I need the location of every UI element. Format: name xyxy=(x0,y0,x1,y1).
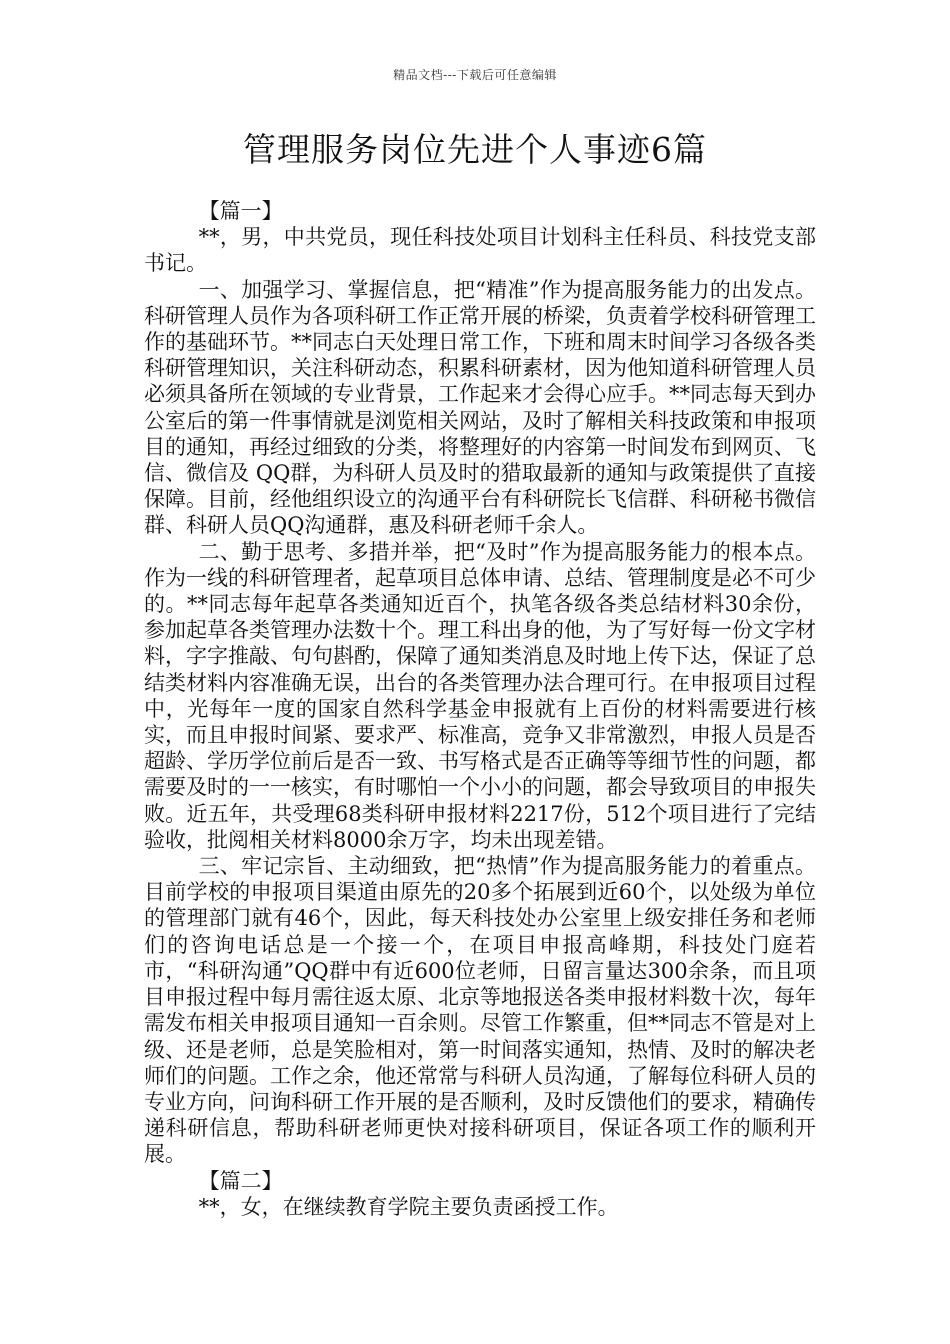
header-note: 精品文档---下载后可任意编辑 xyxy=(393,68,557,82)
document-title: 管理服务岗位先进个人事迹6篇 xyxy=(243,130,707,169)
paragraph: 二、勤于思考、多措并举，把“及时”作为提高服务能力的根本点。作为一线的科研管理者，起草项目总体申请、总结、管理制度是必不可少的。**同志每年起草各类通知近百个，执笔各级各类总结材料30余份，参加起草各类管理办法数十个。理工科出身的他，为了写好每一份文字材料，字字推敲、句句斟酌，保障了通知类消息及时地上传下达，保证了总结类材料内容准确无误，出台的各类管理办法合理可行。在申报项目过程中，光每年一度的国家自然科学基金申报就有上百份的材料需要进行核实，而且申报时间紧、要求严、标准高，竞争又非常激烈，申报人员是否超龄、学历学位前后是否一致、书写格式是否正确等等细节性的问题，都需要及时的一一核实，有时哪怕一个小小的问题，都会导致项目的申报失败。近五年，共受理68类科研申报材料2217份，512个项目进行了完结验收，批阅相关材料8000余万字，均未出现差错。 xyxy=(144,539,816,852)
document-body xyxy=(144,198,816,1220)
paragraph: **，女，在继续教育学院主要负责函授工作。 xyxy=(198,1194,619,1219)
section-heading: 【篇二】 xyxy=(198,1168,283,1193)
paragraph: 三、牢记宗旨、主动细致，把“热情”作为提高服务能力的着重点。目前学校的申报项目渠道由原先的20多个拓展到近60个，以处级为单位的管理部门就有46个，因此，每天科技处办公室里上级安排任务和老师们的咨询电话总是一个接一个，在项目申报高峰期，科技处门庭若市，“科研沟通”QQ群中有近600位老师，日留言量达300余条，而且项目申报过程中每月需往返太原、北京等地报送各类申报材料数十次，每年需发布相关申报项目通知一百余则。尽管工作繁重，但**同志不管是对上级、还是老师，总是笑脸相对，第一时间落实通知，热情、及时的解决老师们的问题。工作之余，他还常常与科研人员沟通，了解每位科研人员的专业方向，问询科研工作开展的是否顺利，及时反馈他们的要求，精确传递科研信息，帮助科研老师更快对接科研项目，保证各项工作的顺利开展。 xyxy=(144,854,816,1167)
paragraph: **，男，中共党员，现任科技处项目计划科主任科员、科技党支部书记。 xyxy=(144,225,816,276)
section-heading: 【篇一】 xyxy=(198,199,283,223)
paragraph: 一、加强学习、掌握信息，把“精准”作为提高服务能力的出发点。科研管理人员作为各项科研工作正常开展的桥梁，负责着学校科研管理工作的基础环节。**同志白天处理日常工作，下班和周末时间学习各级各类科研管理知识，关注科研动态，积累科研素材，因为他知道科研管理人员必须具备所在领域的专业背景，工作起来才会得心应手。**同志每天到办公室后的第一件事情就是浏览相关网站，及时了解相关科技政策和申报项目的通知，再经过细致的分类，将整理好的内容第一时间发布到网页、飞信、微信及 QQ群，为科研人员及时的猎取最新的通知与政策提供了直接保障。目前，经他组织设立的沟通平台有科研院长飞信群、科研秘书微信群、科研人员QQ沟通群，惠及科研老师千余人。 xyxy=(144,277,816,538)
